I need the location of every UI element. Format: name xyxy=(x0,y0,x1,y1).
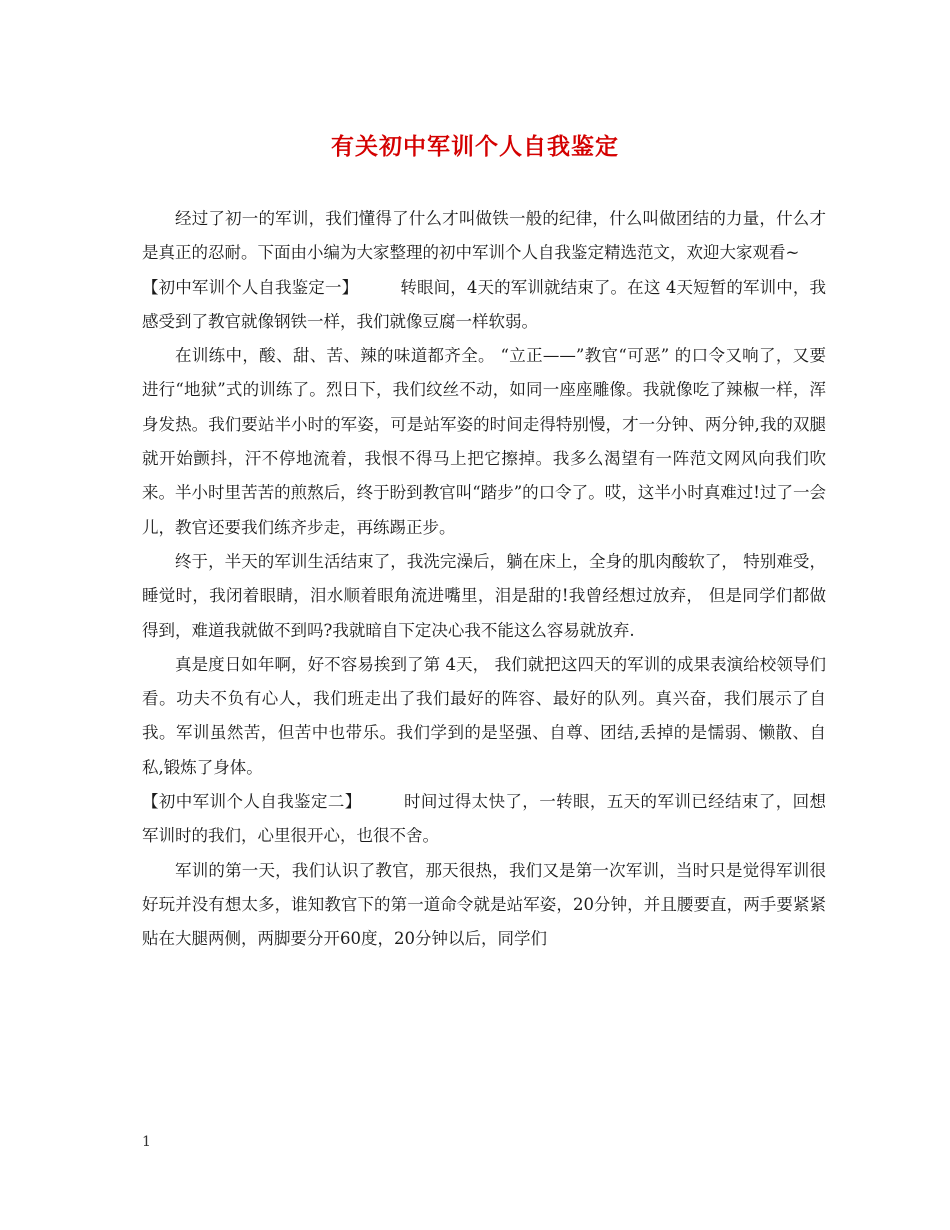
body-paragraph: 军训的第一天，我们认识了教官，那天很热，我们又是第一次军训，当时只是觉得军训很好玩并没有想太多，谁知教官下的第一道命令就是站军姿，20分钟，并且腰要直，两手要紧紧贴在大腿两侧，两脚要分开60度，20分钟以后，同学们 xyxy=(142,860,826,949)
section-heading-two: 【初中军训个人自我鉴定二】 xyxy=(142,792,362,812)
page-number: 1 xyxy=(142,1134,151,1150)
section-two-paragraph xyxy=(142,785,826,854)
document-title: 有关初中军训个人自我鉴定 xyxy=(331,133,619,160)
body-paragraph: 在训练中，酸、甜、苦、辣的味道都齐全。 “立正——”教官“可恶” 的口令又响了，又要进行“地狱”式的训练了。烈日下，我们纹丝不动，如同一座座雕像。我就像吃了辣椒一样，浑身发热。我们要站半小时的军姿，可是站军姿的时间走得特别慢，才一分钟、两分钟,我的双腿就开始颤抖，汗不停地流着，我恨不得马上把它擦掉。我多么渴望有一阵范文网风向我们吹来。半小时里苦苦的煎熬后，终于盼到教官叫“踏步”的口令了。哎，这半小时真难过!过了一会儿，教官还要我们练齐步走，再练踢正步。 xyxy=(142,346,826,537)
section-two-text: 时间过得太快了，一转眼，五天的军训已经结束了，回想军训时的我们，心里很开心，也很不舍。 xyxy=(142,792,827,846)
document-body xyxy=(142,202,826,957)
section-one-paragraph xyxy=(142,271,826,340)
body-paragraph: 真是度日如年啊，好不容易挨到了第 4天， 我们就把这四天的军训的成果表演给校领导们看。功夫不负有心人，我们班走出了我们最好的阵容、最好的队列。真兴奋，我们展示了自我。军训虽然苦，但苦中也带乐。我们学到的是坚强、自尊、团结,丢掉的是懦弱、懒散、自私,锻炼了身体。 xyxy=(142,654,826,777)
section-heading-one: 【初中军训个人自我鉴定一】 xyxy=(142,277,359,297)
body-paragraph: 终于，半天的军训生活结束了，我洗完澡后，躺在床上，全身的肌肉酸软了， 特别难受，睡觉时，我闭着眼睛，泪水顺着眼角流进嘴里，泪是甜的!我曾经想过放弃， 但是同学们都做得到，难道我就做不到吗?我就暗自下定决心我不能这么容易就放弃. xyxy=(142,551,826,640)
section-one-text: 转眼间，4天的军训就结束了。在这 4天短暂的军训中，我感受到了教官就像钢铁一样，我们就像豆腐一样软弱。 xyxy=(142,277,827,331)
intro-paragraph: 经过了初一的军训，我们懂得了什么才叫做铁一般的纪律，什么叫做团结的力量，什么才是真正的忍耐。下面由小编为大家整理的初中军训个人自我鉴定精选范文，欢迎大家观看~ xyxy=(142,209,826,263)
